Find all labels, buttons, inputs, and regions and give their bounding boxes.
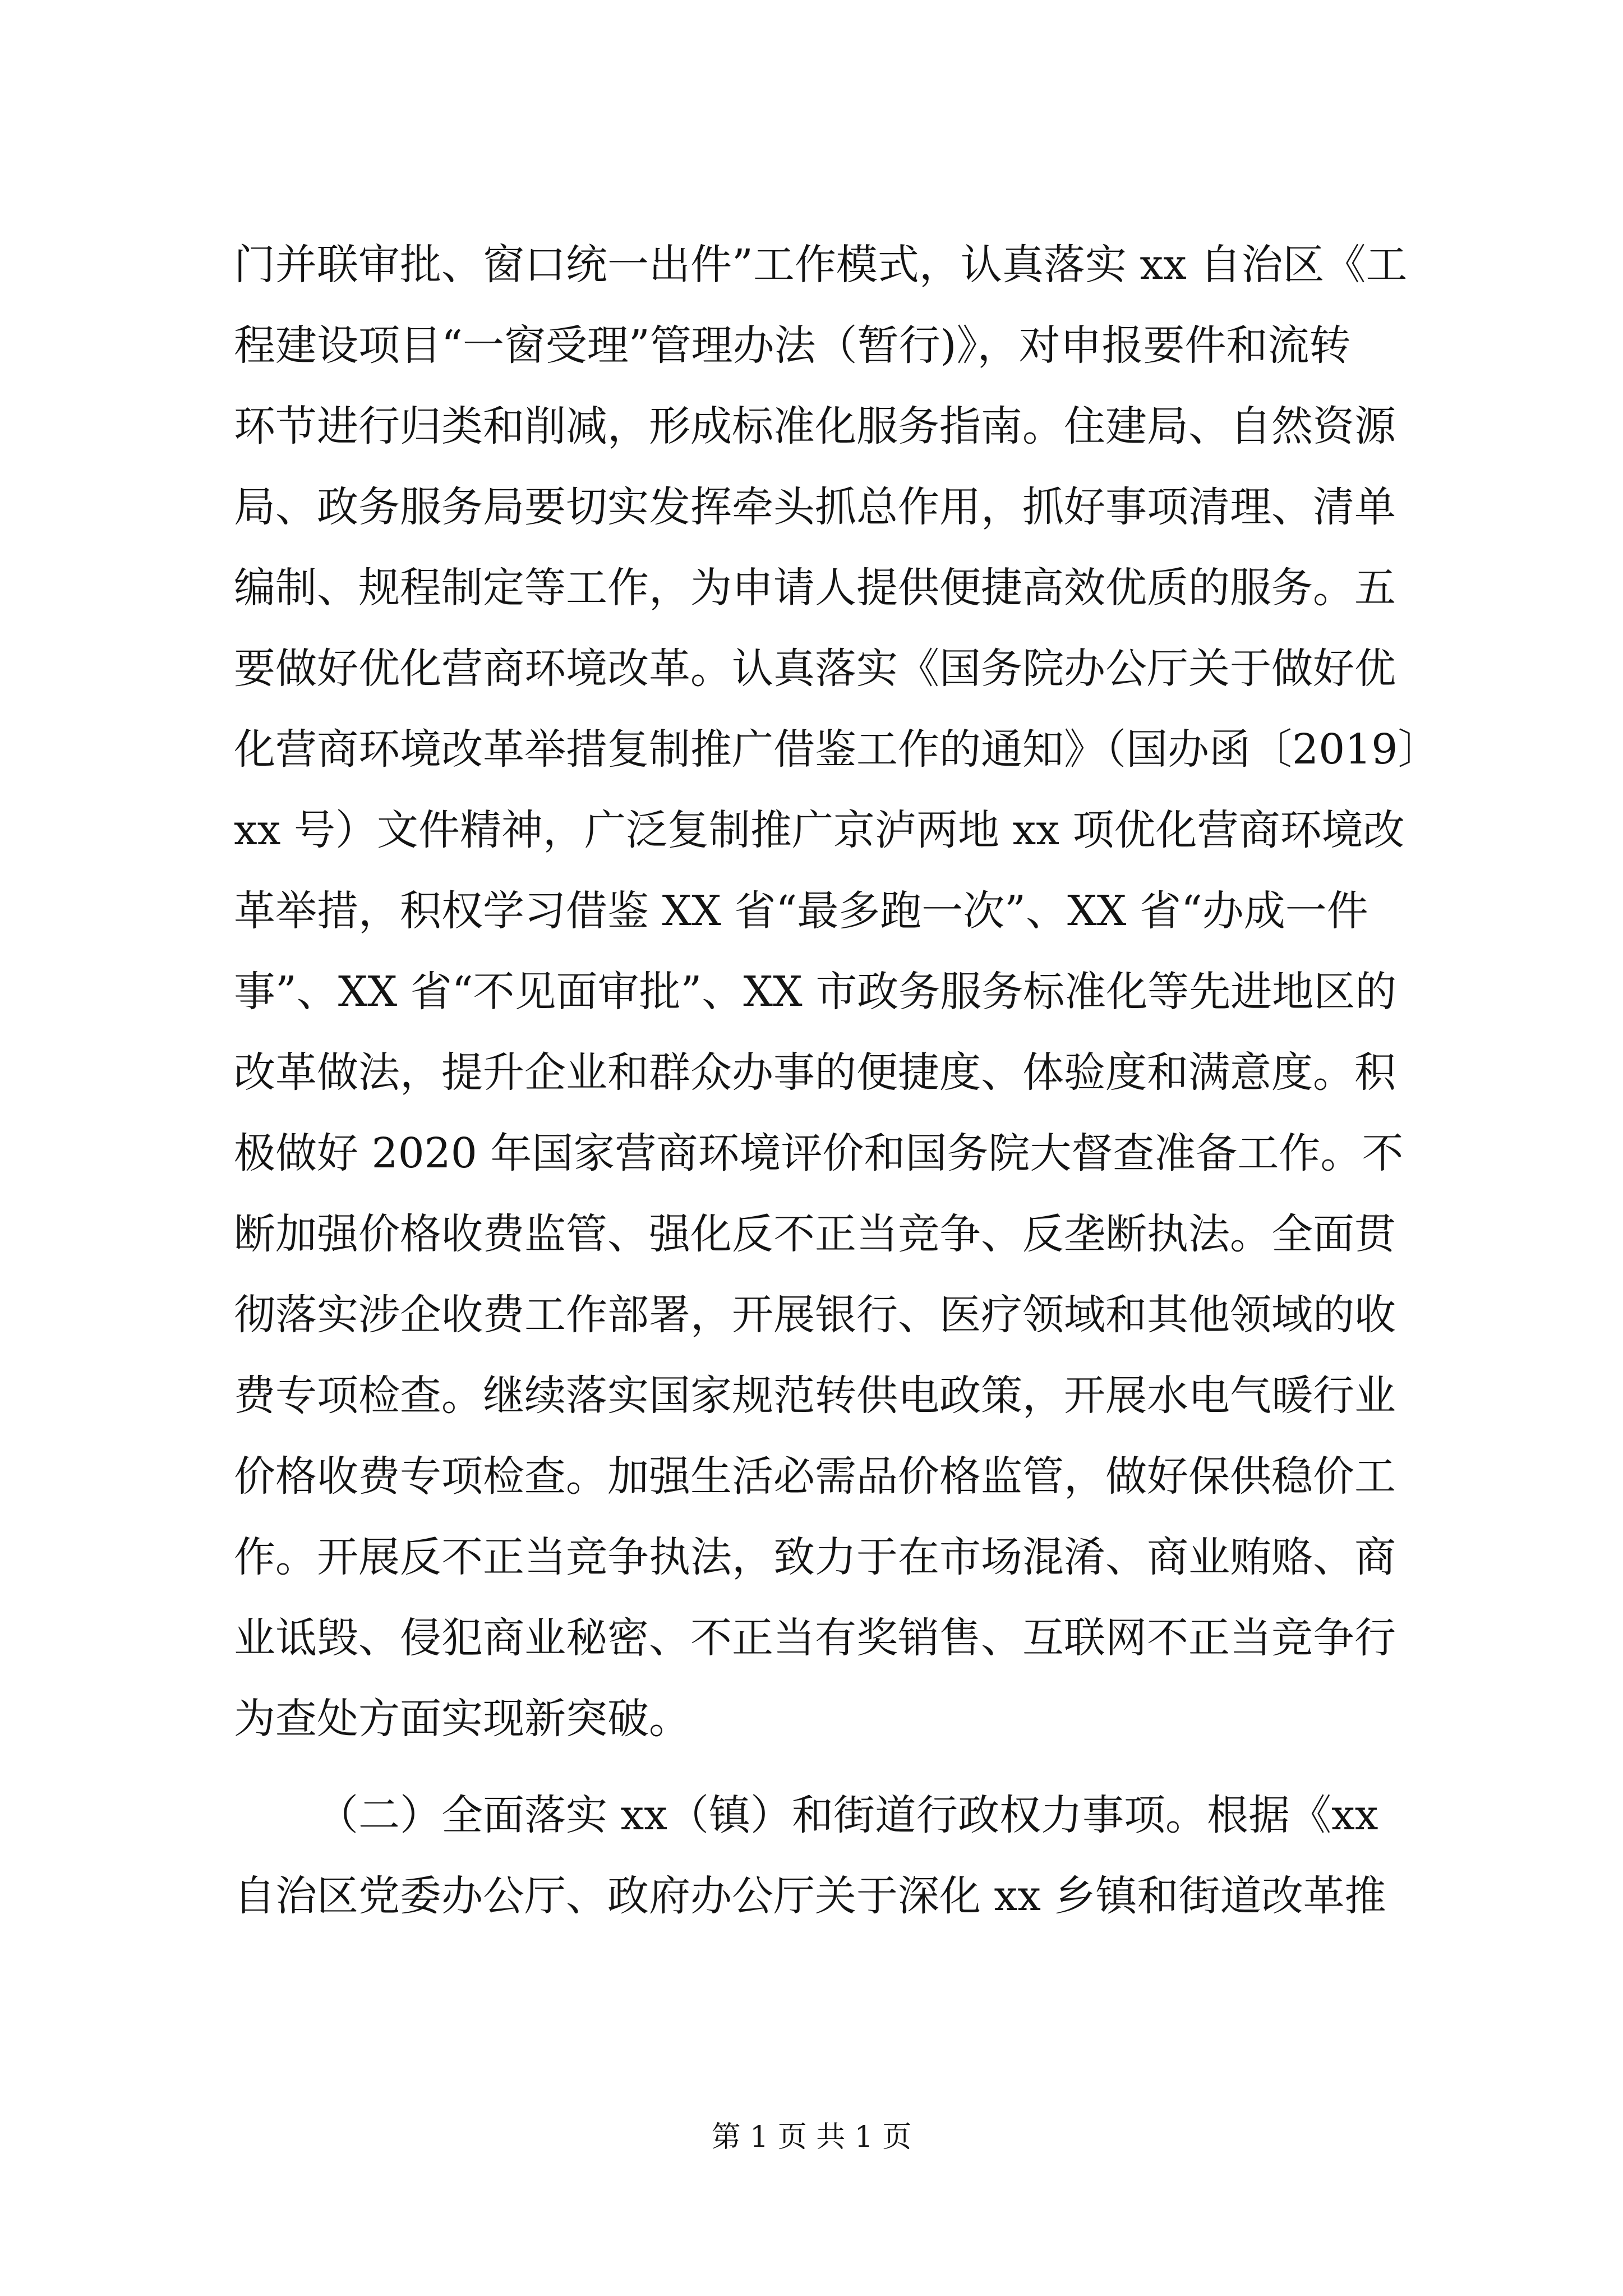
text-line: 事”、XX 省“不见面审批”、XX 市政务服务标准化等先进地区的	[234, 968, 1397, 1016]
page-footer: 第 1 页 共 1 页	[711, 2120, 912, 2154]
text-line: 极做好 2020 年国家营商环境评价和国务院大督查准备工作。不	[234, 1129, 1404, 1177]
text-line: 彻落实涉企收费工作部署，开展银行、医疗领域和其他领域的收	[234, 1291, 1396, 1339]
text-line: 化营商环境改革举措复制推广借鉴工作的通知》（国办函〔2019〕	[234, 725, 1440, 774]
text-line: 环节进行归类和削减，形成标准化服务指南。住建局、自然资源	[234, 402, 1396, 450]
text-line: 价格收费专项检查。加强生活必需品价格监管，做好保供稳价工	[234, 1452, 1396, 1501]
text-line: 程建设项目“一窗受理”管理办法（暂行)》，对申报要件和流转	[234, 321, 1351, 370]
text-line: 自治区党委办公厅、政府办公厅关于深化 xx 乡镇和街道改革推	[234, 1872, 1386, 1920]
text-line: 局、政务服务局要切实发挥牵头抓总作用，抓好事项清理、清单	[234, 483, 1396, 531]
paragraph-gap	[234, 1759, 1400, 1775]
text-line: 为查处方面实现新突破。	[234, 1695, 690, 1743]
text-line: 作。开展反不正当竞争执法，致力于在市场混淆、商业贿赂、商	[234, 1533, 1396, 1581]
text-line: 革举措，积权学习借鉴 XX 省“最多跑一次”、XX 省“办成一件	[234, 887, 1368, 935]
text-line: （二）全面落实 xx（镇）和街道行政权力事项。根据《xx	[317, 1791, 1378, 1839]
text-line: xx 号）文件精神，广泛复制推广京泸两地 xx 项优化营商环境改	[234, 806, 1405, 854]
document-body	[234, 224, 1440, 1936]
text-line: 要做好优化营商环境改革。认真落实《国务院办公厅关于做好优	[234, 645, 1396, 693]
text-line: 编制、规程制定等工作，为申请人提供便捷高效优质的服务。五	[234, 564, 1396, 612]
text-line: 改革做法，提升企业和群众办事的便捷度、体验度和满意度。积	[234, 1048, 1396, 1097]
paragraph-2	[234, 1775, 1400, 1936]
text-line: 业诋毁、侵犯商业秘密、不正当有奖销售、互联网不正当竞争行	[234, 1614, 1396, 1662]
text-line: 费专项检查。继续落实国家规范转供电政策，开展水电气暖行业	[234, 1372, 1396, 1420]
text-line: 断加强价格收费监管、强化反不正当竞争、反垄断执法。全面贯	[234, 1210, 1396, 1258]
paragraph-1	[234, 224, 1440, 1759]
text-line: 门并联审批、窗口统一出件”工作模式，认真落实 xx 自治区《工	[234, 241, 1408, 289]
